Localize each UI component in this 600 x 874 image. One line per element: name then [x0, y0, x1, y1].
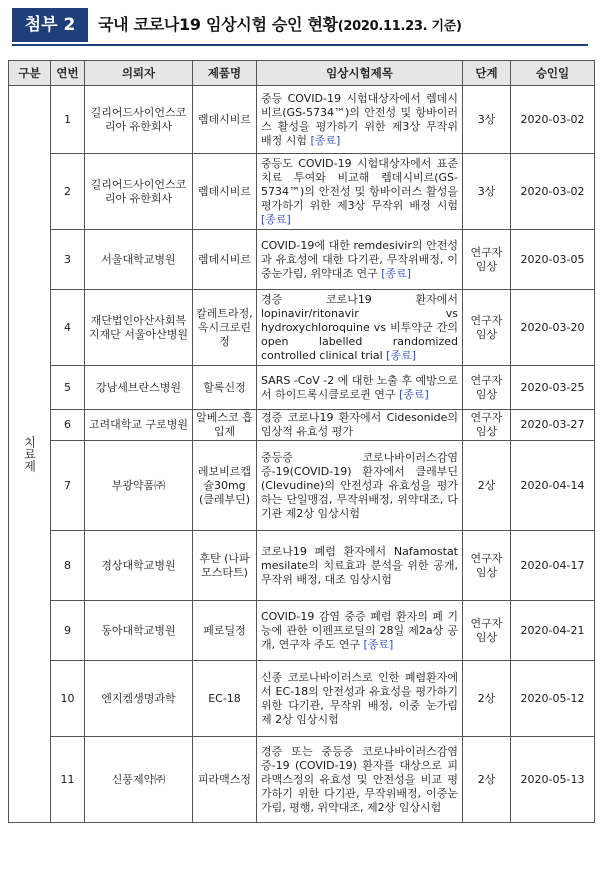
product-cell: 렘데시비르: [193, 154, 257, 230]
approval-date-cell: 2020-05-12: [511, 661, 595, 737]
product-cell: 알베스코 흡입제: [193, 410, 257, 441]
row-number-cell: 5: [51, 366, 85, 410]
status-tag: [종료]: [386, 348, 416, 362]
attachment-badge: 첨부 2: [12, 8, 88, 42]
phase-cell: 2상: [463, 661, 511, 737]
approval-date-cell: 2020-04-14: [511, 441, 595, 531]
trial-title-text: 경증 또는 중등증 코로나바이러스감염증-19 (COVID-19) 환자를 대상으로 피라맥스정의 유효성 및 안전성을 비교 평가하기 위한 다기관, 무작위배정, 이중눈가림, 평행, 위약대조, 제2상 임상시험: [261, 744, 458, 814]
approval-date-cell: 2020-03-02: [511, 86, 595, 154]
phase-cell: 연구자 임상: [463, 230, 511, 290]
product-cell: 할록신정: [193, 366, 257, 410]
row-number-cell: 3: [51, 230, 85, 290]
phase-cell: 연구자 임상: [463, 290, 511, 366]
row-number-cell: 9: [51, 601, 85, 661]
page-header: [12, 8, 588, 42]
table-row: [9, 230, 595, 290]
sponsor-cell: 재단법인아산사회복지재단 서울아산병원: [85, 290, 193, 366]
trial-title-cell: [257, 441, 463, 531]
sponsor-cell: 부광약품㈜: [85, 441, 193, 531]
column-header: 연번: [51, 61, 85, 86]
table-row: [9, 441, 595, 531]
sponsor-cell: 엔지켐생명과학: [85, 661, 193, 737]
column-header: 의뢰자: [85, 61, 193, 86]
product-cell: 칼레트라정, 옥시크로린정: [193, 290, 257, 366]
table-row: [9, 737, 595, 823]
phase-cell: 연구자 임상: [463, 531, 511, 601]
trial-title-cell: [257, 366, 463, 410]
trial-title-text: 중등 COVID-19 시험대상자에서 렘데시비르(GS-5734™)의 안전성 및 항바이러스 활성을 평가하기 위한 제3상 무작위 배정 시험: [261, 91, 458, 147]
table-row: [9, 601, 595, 661]
sponsor-cell: 고려대학교 구로병원: [85, 410, 193, 441]
table-header-row: [9, 61, 595, 86]
row-number-cell: 6: [51, 410, 85, 441]
table-row: [9, 661, 595, 737]
trial-title-text: COVID-19에 대한 remdesivir의 안전성과 유효성에 대한 다기관, 무작위배정, 이중눈가림, 위약대조 연구: [261, 238, 458, 280]
row-number-cell: 11: [51, 737, 85, 823]
approval-date-cell: 2020-03-02: [511, 154, 595, 230]
product-cell: 피라맥스정: [193, 737, 257, 823]
clinical-trial-table: [8, 60, 595, 823]
trial-title-text: 중등증 코로나바이러스감염증-19(COVID-19) 환자에서 클레부딘(Clevudine)의 안전성과 유효성을 평가하는 단일맹검, 무작위배정, 위약대조, 다기관 제2상 임상시험: [261, 450, 458, 520]
row-number-cell: 1: [51, 86, 85, 154]
phase-cell: 3상: [463, 154, 511, 230]
column-header: 승인일: [511, 61, 595, 86]
table-row: [9, 410, 595, 441]
row-number-cell: 4: [51, 290, 85, 366]
trial-title-cell: [257, 531, 463, 601]
approval-date-cell: 2020-03-25: [511, 366, 595, 410]
trial-title-text: SARS -CoV -2 에 대한 노출 후 예방으로서 하이드록시클로로퀸 연구: [261, 373, 458, 401]
row-number-cell: 8: [51, 531, 85, 601]
trial-title-text: 코로나19 폐렴 환자에서 Nafamostat mesilate의 치료효과 분석을 위한 공개, 무작위 배정, 대조 임상시험: [261, 544, 458, 586]
trial-title-cell: [257, 154, 463, 230]
approval-date-cell: 2020-05-13: [511, 737, 595, 823]
status-tag: [종료]: [381, 266, 412, 280]
trial-title-text: 신종 코로나바이러스로 인한 폐렴환자에서 EC-18의 안전성과 유효성을 평가하기 위한 다기관, 무작위 배정, 이중 눈가림 제 2상 임상시험: [261, 670, 458, 726]
product-cell: 페로딜정: [193, 601, 257, 661]
trial-title-cell: [257, 290, 463, 366]
table-row: [9, 154, 595, 230]
table-row: [9, 531, 595, 601]
status-tag: [종료]: [261, 212, 291, 226]
row-number-cell: 2: [51, 154, 85, 230]
trial-title-text: 경증 코로나19 환자에서 lopinavir/ritonavir vs hydroxychloroquine vs 비투약군 간의 open labelled randomized controlled clinical trial: [261, 292, 458, 362]
sponsor-cell: 동아대학교병원: [85, 601, 193, 661]
column-header: 임상시험제목: [257, 61, 463, 86]
sponsor-cell: 길리어드사이언스코리아 유한회사: [85, 86, 193, 154]
status-tag: [종료]: [363, 637, 394, 651]
page-title: [98, 8, 462, 42]
product-cell: EC-18: [193, 661, 257, 737]
page-title-main: 국내 코로나19 임상시험 승인 현황: [98, 15, 338, 34]
product-cell: 렘데시비르: [193, 230, 257, 290]
status-tag: [종료]: [310, 133, 341, 147]
table-row: [9, 86, 595, 154]
trial-title-text: COVID-19 감염 중증 폐렴 환자의 폐 기능에 관한 이펜프로딜의 28일 제2a상 공개, 연구자 주도 연구: [261, 609, 458, 651]
approval-date-cell: 2020-03-05: [511, 230, 595, 290]
row-number-cell: 10: [51, 661, 85, 737]
phase-cell: 2상: [463, 737, 511, 823]
trial-title-cell: [257, 601, 463, 661]
approval-date-cell: 2020-03-27: [511, 410, 595, 441]
category-cell: 치료제: [9, 86, 51, 823]
product-cell: 레보비르캡슐30mg (클레부딘): [193, 441, 257, 531]
table-row: [9, 366, 595, 410]
table-row: [9, 290, 595, 366]
product-cell: 렘데시비르: [193, 86, 257, 154]
status-tag: [종료]: [399, 387, 429, 401]
phase-cell: 연구자 임상: [463, 601, 511, 661]
sponsor-cell: 경상대학교병원: [85, 531, 193, 601]
phase-cell: 3상: [463, 86, 511, 154]
trial-title-cell: [257, 230, 463, 290]
approval-date-cell: 2020-04-21: [511, 601, 595, 661]
header-divider: [12, 44, 588, 46]
column-header: 구분: [9, 61, 51, 86]
trial-title-text: 중등도 COVID-19 시험대상자에서 표준 치료 투여와 비교해 렘데시비르(GS-5734™)의 안전성 및 항바이러스 활성을 평가하기 위한 제3상 무작위 배정 시험: [261, 156, 458, 212]
approval-date-cell: 2020-04-17: [511, 531, 595, 601]
trial-title-cell: [257, 661, 463, 737]
column-header: 단계: [463, 61, 511, 86]
page-title-date: (2020.11.23. 기준): [337, 19, 462, 34]
sponsor-cell: 서울대학교병원: [85, 230, 193, 290]
sponsor-cell: 강남세브란스병원: [85, 366, 193, 410]
trial-title-text: 경증 코로나19 환자에서 Cidesonide의 임상적 유효성 평가: [261, 411, 458, 438]
column-header: 제품명: [193, 61, 257, 86]
page-cut-edge: [8, 866, 594, 874]
trial-title-cell: [257, 410, 463, 441]
approval-date-cell: 2020-03-20: [511, 290, 595, 366]
phase-cell: 2상: [463, 441, 511, 531]
product-cell: 후탄 (나파모스타트): [193, 531, 257, 601]
trial-title-cell: [257, 86, 463, 154]
row-number-cell: 7: [51, 441, 85, 531]
sponsor-cell: 길리어드사이언스코리아 유한회사: [85, 154, 193, 230]
phase-cell: 연구자 임상: [463, 366, 511, 410]
trial-title-cell: [257, 737, 463, 823]
sponsor-cell: 신풍제약㈜: [85, 737, 193, 823]
phase-cell: 연구자 임상: [463, 410, 511, 441]
